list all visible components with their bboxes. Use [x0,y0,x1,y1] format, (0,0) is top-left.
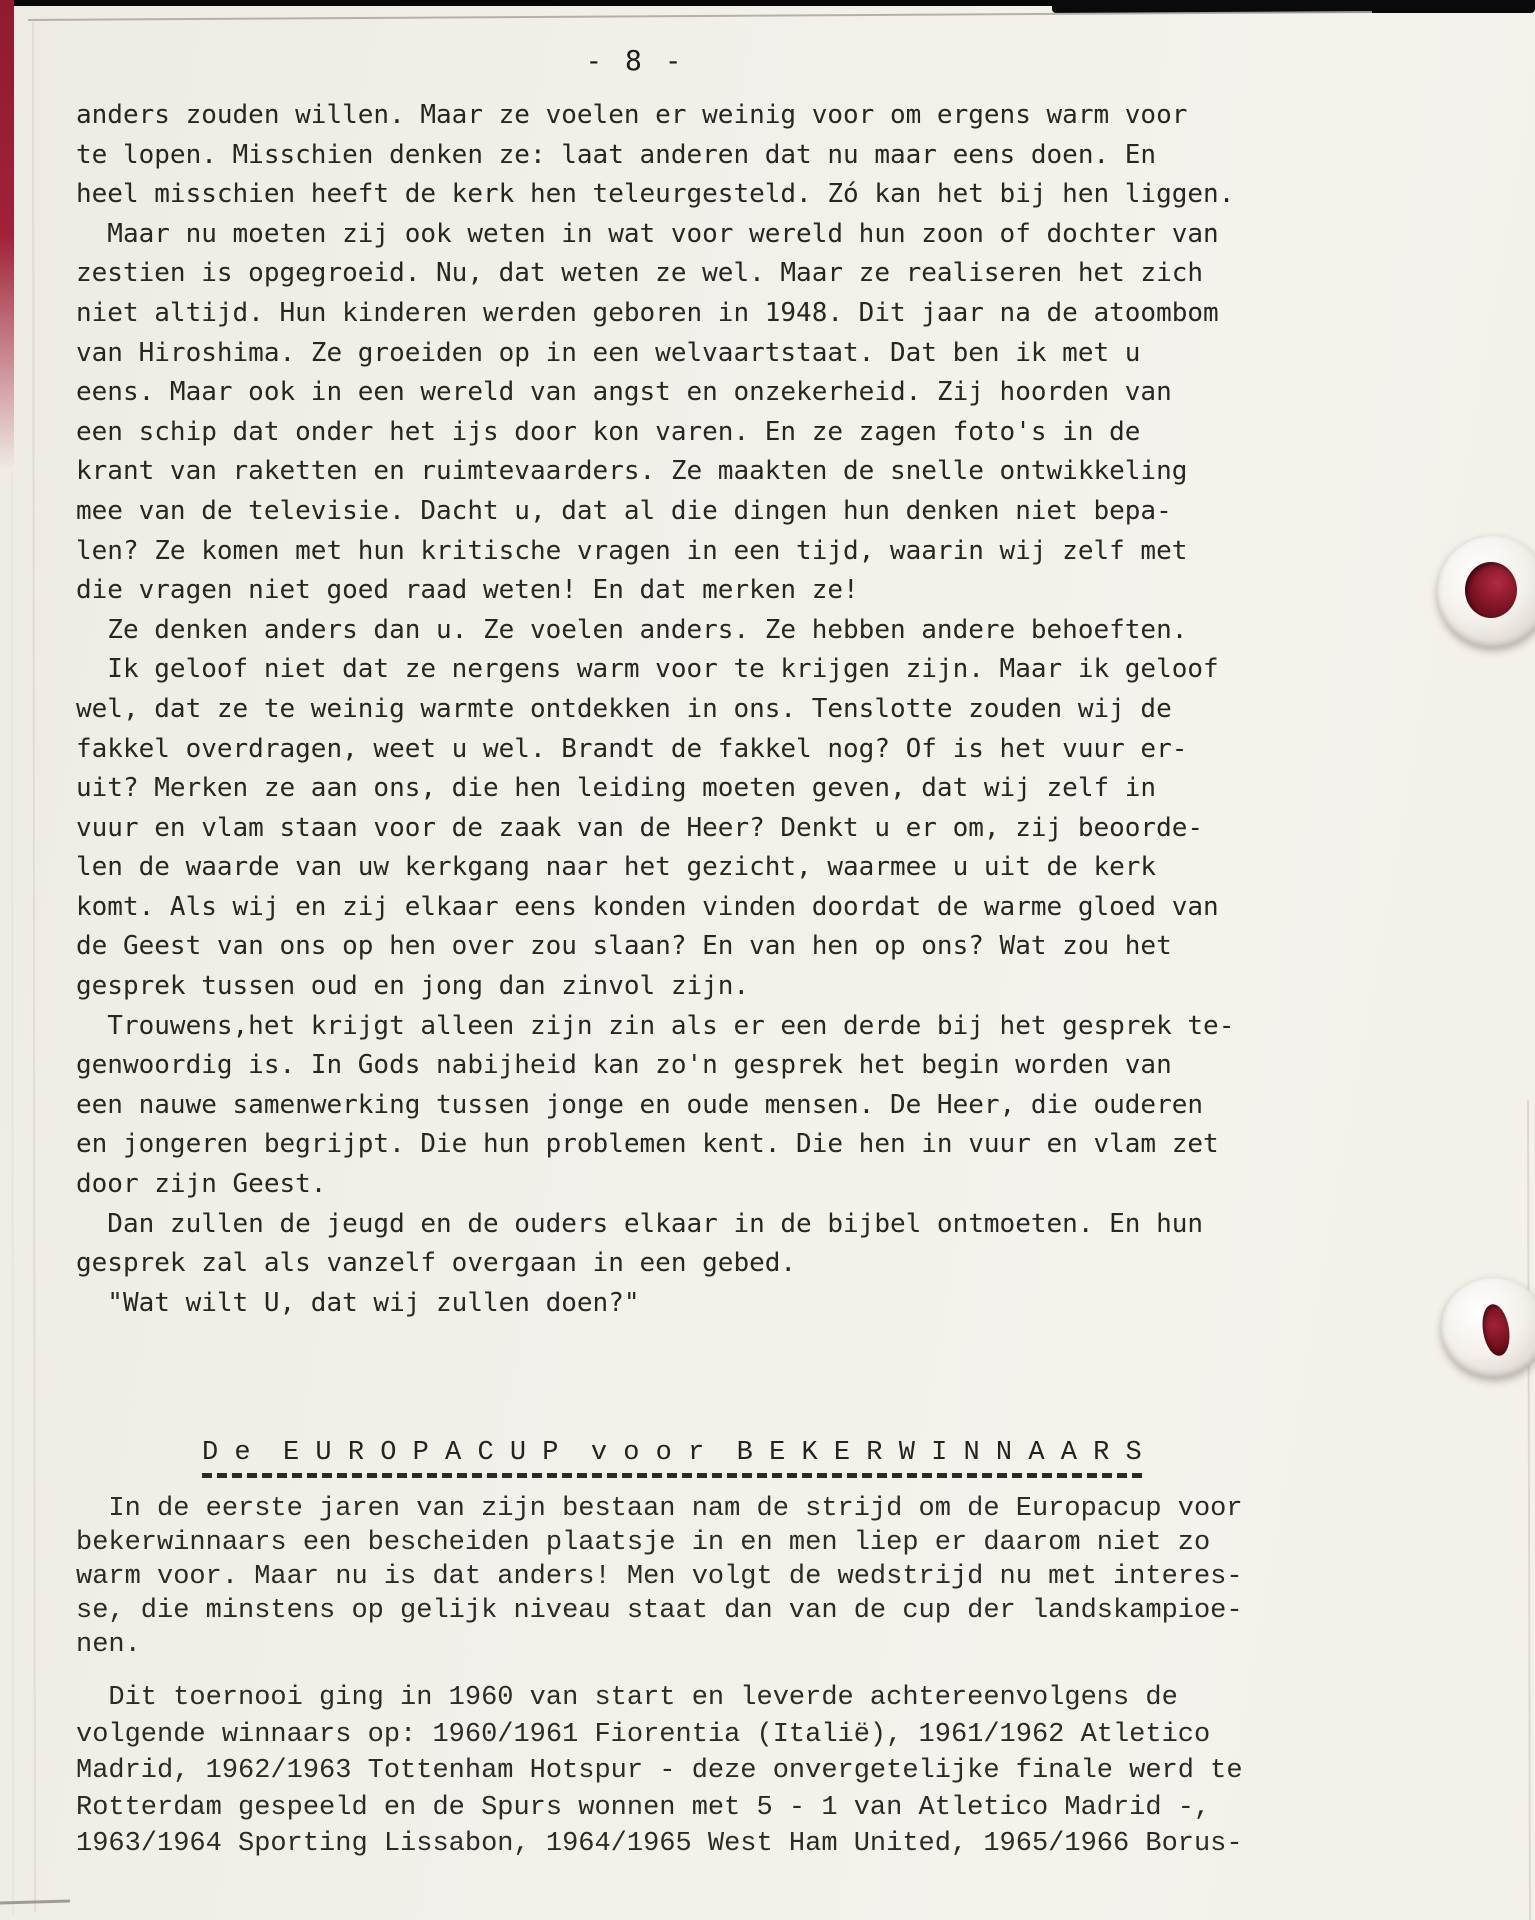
text-line: en jongeren begrijpt. Die hun problemen kent. Die hen in vuur en vlam zet [76,1129,1219,1160]
article-body-europacup-paragraph1 [76,1492,1243,1662]
text-line: genwoordig is. In Gods nabijheid kan zo'n gesprek het begin worden van [76,1050,1172,1081]
text-line: gesprek tussen oud en jong dan zinvol zijn. [76,971,750,1002]
text-line: door zijn Geest. [76,1169,327,1200]
article-body-europacup-paragraph2 [76,1680,1243,1863]
text-line: Madrid, 1962/1963 Tottenham Hotspur - deze onvergetelijke finale werd te [76,1756,1243,1786]
text-line: de Geest van ons op hen over zou slaan? En van hen op ons? Wat zou het [76,931,1172,962]
text-line: Ik geloof niet dat ze nergens warm voor te krijgen zijn. Maar ik geloof [76,654,1219,685]
text-line: warm voor. Maar nu is dat anders! Men volgt de wedstrijd nu met interes- [76,1562,1243,1592]
text-line: mee van de televisie. Dacht u, dat al die dingen hun denken niet bepa- [76,495,1172,526]
text-line: Maar nu moeten zij ook weten in wat voor wereld hun zoon of dochter van [76,218,1219,249]
text-line: se, die minstens op gelijk niveau staat dan van de cup der landskampioe- [76,1596,1243,1626]
text-line: zestien is opgegroeid. Nu, dat weten ze wel. Maar ze realiseren het zich [76,258,1204,289]
scan-edge-top-right [1052,0,1535,13]
text-line: wel, dat ze te weinig warmte ontdekken in ons. Tenslotte zouden wij de [76,693,1172,724]
text-line: komt. Als wij en zij elkaar eens konden vinden doordat de warme gloed van [76,891,1219,922]
binding-fastener [1441,1278,1535,1378]
text-line: niet altijd. Hun kinderen werden geboren in 1948. Dit jaar na de atoombom [76,297,1219,328]
text-line: eens. Maar ook in een wereld van angst en onzekerheid. Zij hoorden van [76,377,1172,408]
text-line: uit? Merken ze aan ons, die hen leiding moeten geven, dat wij zelf in [76,773,1157,804]
section-heading-europacup: D e E U R O P A C U P v o o r B E K E R W I N N A A R S [202,1438,1142,1478]
fastener-red-core [1465,562,1517,618]
text-line: heel misschien heeft de kerk hen teleurgesteld. Zó kan het bij hen liggen. [76,179,1235,210]
text-line: vuur en vlam staan voor de zaak van de Heer? Denkt u er om, zij beoorde- [76,812,1204,843]
text-line: volgende winnaars op: 1960/1961 Fiorentia (Italië), 1961/1962 Atletico [76,1719,1211,1750]
text-line: nen. [76,1630,141,1660]
text-line: Dit toernooi ging in 1960 van start en leverde achtereenvolgens de [76,1683,1178,1713]
text-line: 1963/1964 Sporting Lissabon, 1964/1965 West Ham United, 1965/1966 Borus- [76,1829,1243,1859]
page-number: - 8 - [585,44,685,77]
text-line: Rotterdam gespeeld en de Spurs wonnen met 5 - 1 van Atletico Madrid -, [76,1792,1211,1823]
text-line: een nauwe samenwerking tussen jonge en oude mensen. De Heer, die ouderen [76,1089,1204,1120]
text-line: len de waarde van uw kerkgang naar het gezicht, waarmee u uit de kerk [76,852,1157,883]
text-line: Ze denken anders dan u. Ze voelen anders. Ze hebben andere behoeften. [76,614,1188,645]
text-line: van Hiroshima. Ze groeiden op in een welvaartstaat. Dat ben ik met u [76,337,1141,368]
text-line: te lopen. Misschien denken ze: laat anderen dat nu maar eens doen. En [76,139,1157,170]
article-body-youth [76,96,1234,1323]
binding-fastener [1437,536,1535,648]
text-line: len? Ze komen met hun kritische vragen in een tijd, waarin wij zelf met [76,535,1188,566]
text-line: een schip dat onder het ijs door kon varen. En ze zagen foto's in de [76,416,1141,447]
text-line: die vragen niet goed raad weten! En dat merken ze! [76,575,859,606]
text-line: bekerwinnaars een bescheiden plaatsje in en men liep er daarom niet zo [76,1528,1211,1558]
text-line: anders zouden willen. Maar ze voelen er weinig voor om ergens warm voor [76,100,1188,130]
text-line: In de eerste jaren van zijn bestaan nam de strijd om de Europacup voor [76,1494,1243,1524]
text-line: Trouwens,het krijgt alleen zijn zin als er een derde bij het gesprek te- [76,1010,1235,1041]
text-line: krant van raketten en ruimtevaarders. Ze maakten de snelle ontwikkeling [76,456,1188,487]
text-line: gesprek zal als vanzelf overgaan in een gebed. [76,1248,797,1279]
text-line: Dan zullen de jeugd en de ouders elkaar in de bijbel ontmoeten. En hun [76,1208,1204,1239]
text-line: fakkel overdragen, weet u wel. Brandt de fakkel nog? Of is het vuur er- [76,733,1188,764]
text-line: "Wat wilt U, dat wij zullen doen?" [76,1287,640,1318]
